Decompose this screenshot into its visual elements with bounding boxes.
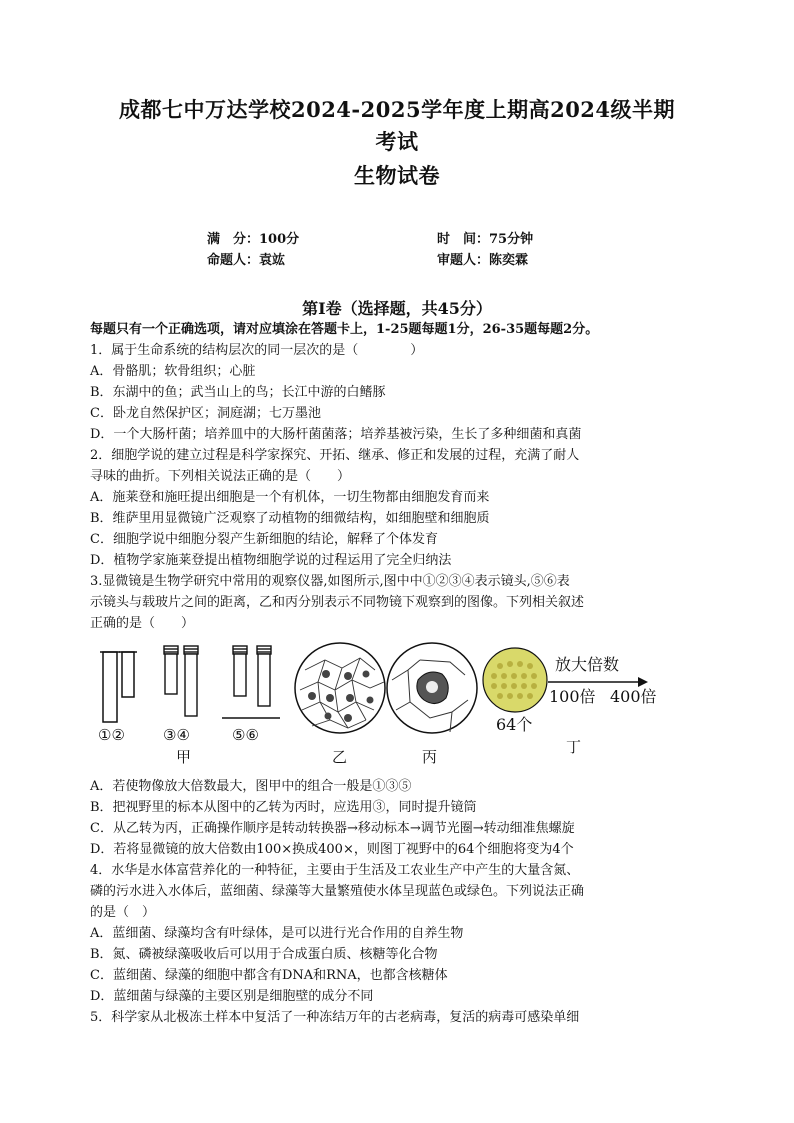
option-4d: D．蓝细菌与绿藻的主要区别是细胞壁的成分不同 xyxy=(90,989,374,1004)
question-3-cont: 示镜头与载玻片之间的距离，乙和丙分别表示不同物镜下观察到的图像。下列相关叙述 xyxy=(90,595,585,610)
view-bing xyxy=(387,643,477,733)
question-2-cont: 寻味的曲折。下列相关说法正确的是（ ） xyxy=(90,469,351,484)
label-56: ⑤⑥ xyxy=(232,726,259,744)
label-bing: 丙 xyxy=(422,748,438,766)
option-3c: C．从乙转为丙，正确操作顺序是转动转换器→移动标本→调节光圈→转动细准焦螺旋 xyxy=(90,821,575,836)
page-title-cont: 考试 xyxy=(375,129,419,154)
option-3a: A．若使物像放大倍数最大，图甲中的组合一般是①③⑤ xyxy=(90,779,412,794)
question-4-cont2: 的是（ ） xyxy=(90,905,156,920)
option-3b: B．把视野里的标本从图中的乙转为丙时，应选用③，同时提升镜筒 xyxy=(90,800,477,815)
question-3-cont2: 正确的是（ ） xyxy=(90,616,195,631)
option-2b: B．维萨里用显微镜广泛观察了动植物的细微结构，如细胞壁和细胞质 xyxy=(90,511,490,526)
objective-3 xyxy=(164,646,178,694)
question-1: 1．属于生命系统的结构层次的同一层次的是（ ） xyxy=(90,343,424,358)
mag-high: 400倍 xyxy=(610,687,657,706)
view-ding xyxy=(483,648,547,712)
cell-count: 64个 xyxy=(496,715,533,734)
label-jia: 甲 xyxy=(176,748,192,766)
option-1d: D．一个大肠杆菌；培养皿中的大肠杆菌菌落；培养基被污染，生长了多种细菌和真菌 xyxy=(90,427,582,442)
objective-6 xyxy=(257,646,271,706)
mag-low: 100倍 xyxy=(549,687,596,706)
option-1b: B．东湖中的鱼；武当山上的鸟；长江中游的白鳍豚 xyxy=(90,385,386,400)
label-ding: 丁 xyxy=(566,738,582,756)
option-4c: C．蓝细菌、绿藻的细胞中都含有DNA和RNA，也都含核糖体 xyxy=(90,968,448,983)
question-2: 2．细胞学说的建立过程是科学家探究、开拓、继承、修正和发展的过程，充满了耐人 xyxy=(90,448,580,463)
instructions: 每题只有一个正确选项，请对应填涂在答题卡上，1-25题每题1分，26-35题每题2分。 xyxy=(90,322,599,337)
option-4b: B．氮、磷被绿藻吸收后可以用于合成蛋白质、核糖等化合物 xyxy=(90,947,438,962)
question-4: 4．水华是水体富营养化的一种特征，主要由于生活及工农业生产中产生的大量含氮、 xyxy=(90,863,580,878)
exam-time: 时 间：75分钟 xyxy=(437,232,534,247)
option-2d: D．植物学家施莱登提出植物细胞学说的过程运用了完全归纳法 xyxy=(90,553,452,568)
author: 命题人：袁竑 xyxy=(207,253,286,268)
arrow-title: 放大倍数 xyxy=(555,655,620,674)
full-score: 满 分：100分 xyxy=(207,232,300,247)
option-1a: A．骨骼肌；软骨组织；心脏 xyxy=(90,364,256,379)
option-2a: A．施莱登和施旺提出细胞是一个有机体，一切生物都由细胞发育而来 xyxy=(90,490,490,505)
section-title: 第Ⅰ卷（选择题，共45分） xyxy=(302,299,492,318)
page-subtitle: 生物试卷 xyxy=(354,163,440,188)
label-yi: 乙 xyxy=(332,748,348,766)
objective-5 xyxy=(233,646,247,696)
view-yi xyxy=(295,643,385,733)
question-5: 5．科学家从北极冻土样本中复活了一种冻结万年的古老病毒，复活的病毒可感染单细 xyxy=(90,1010,580,1025)
option-4a: A．蓝细菌、绿藻均含有叶绿体，是可以进行光合作用的自养生物 xyxy=(90,926,464,941)
eyepiece-2 xyxy=(119,652,137,697)
option-2c: C．细胞学说中细胞分裂产生新细胞的结论，解释了个体发育 xyxy=(90,532,438,547)
option-1c: C．卧龙自然保护区；洞庭湖；七万墨池 xyxy=(90,406,321,421)
label-12: ①② xyxy=(98,726,125,744)
eyepiece-1 xyxy=(100,652,120,722)
question-3: 3.显微镜是生物学研究中常用的观察仪器,如图所示,图中中①②③④表示镜头,⑤⑥表 xyxy=(90,574,570,589)
option-3d: D．若将显微镜的放大倍数由100×换成400×，则图丁视野中的64个细胞将变为4个 xyxy=(90,842,574,857)
reviewer: 审题人：陈奕霖 xyxy=(437,253,529,268)
page-title: 成都七中万达学校2024-2025学年度上期高2024级半期 xyxy=(118,97,676,122)
label-34: ③④ xyxy=(163,726,190,744)
question-4-cont: 磷的污水进入水体后，蓝细菌、绿藻等大量繁殖使水体呈现蓝色或绿色。下列说法正确 xyxy=(90,884,585,899)
objective-4 xyxy=(184,646,198,716)
